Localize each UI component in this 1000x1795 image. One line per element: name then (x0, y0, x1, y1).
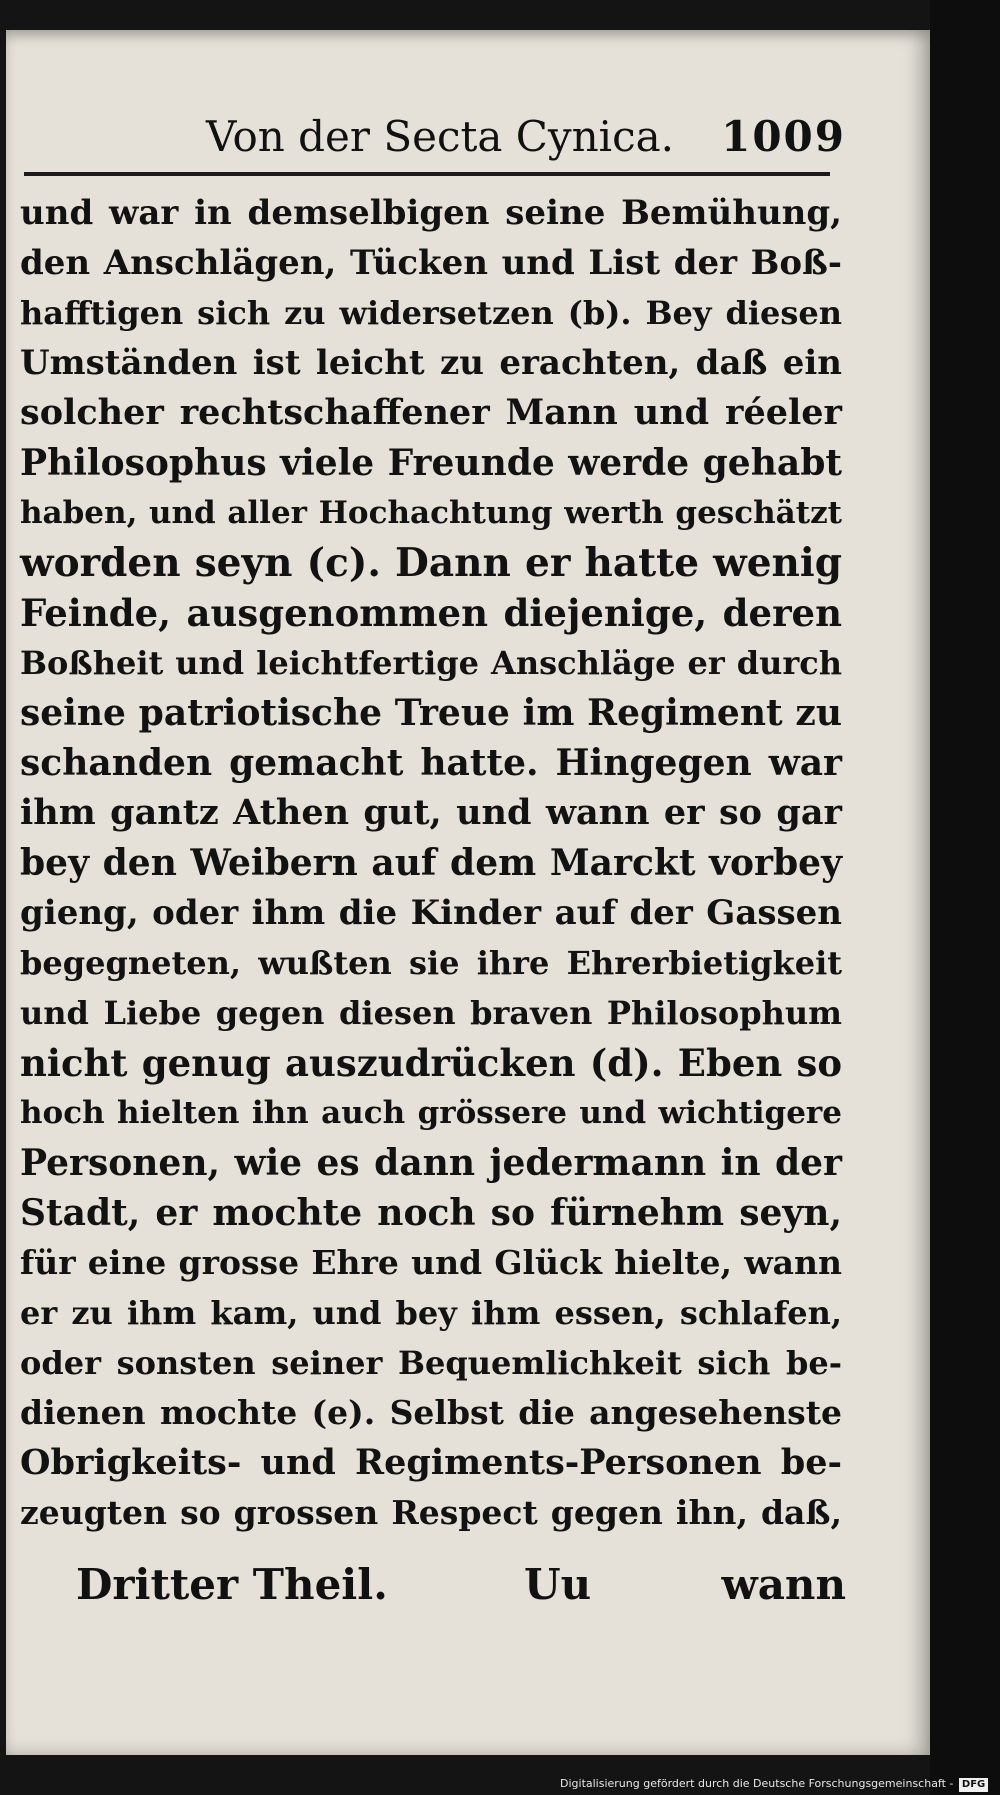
text-line: ihm gantz Athen gut, und wann er so gar (20, 792, 842, 833)
text-line: gieng, oder ihm die Kinder auf der Gassen (20, 893, 842, 933)
text-line: Umständen ist leicht zu erachten, daß ein (20, 343, 842, 383)
text-line: worden seyn (c). Dann er hatte wenig (20, 540, 842, 586)
text-line: hoch hielten ihn auch grössere und wichtigere (20, 1095, 842, 1131)
signature-mark: Uu (524, 1560, 592, 1609)
body-text (20, 188, 842, 1538)
signature-note: Dritter Theil. (76, 1560, 388, 1609)
text-line: schanden gemacht hatte. Hingegen war (20, 742, 842, 784)
running-header (196, 112, 846, 172)
text-line: nicht genug auszudrücken (d). Eben so (20, 1041, 842, 1085)
page-footer (76, 1560, 846, 1616)
text-line: oder sonsten seiner Bequemlichkeit sich be- (20, 1344, 842, 1382)
dfg-logo: DFG (959, 1778, 988, 1792)
text-line: bey den Weibern auf dem Marckt vorbey (20, 842, 842, 884)
text-line: und Liebe gegen diesen braven Philosophum (20, 994, 842, 1032)
running-title: Von der Secta Cynica. (206, 112, 675, 161)
header-rule (24, 172, 830, 176)
scan-background-edge (930, 0, 1000, 1795)
text-line: Personen, wie es dann jedermann in der (20, 1142, 842, 1184)
text-line: er zu ihm kam, und bey ihm essen, schlafen, (20, 1294, 842, 1332)
text-line: den Anschlägen, Tücken und List der Boß- (20, 243, 842, 283)
text-line: Obrigkeits- und Regiments-Personen be- (20, 1442, 842, 1483)
text-line: dienen mochte (e). Selbst die angesehenste (20, 1393, 842, 1432)
text-line: zeugten so grossen Respect gegen ihn, daß, (20, 1493, 842, 1532)
text-line: haben, und aller Hochachtung werth geschätzt (20, 495, 842, 531)
page-number: 1009 (721, 112, 846, 161)
text-line: solcher rechtschaffener Mann und réeler (20, 392, 842, 433)
book-page (6, 30, 930, 1755)
text-line: begegneten, wußten sie ihre Ehrerbietigkeit (20, 944, 842, 982)
catchword: wann (721, 1560, 846, 1609)
text-line: Philosophus viele Freunde werde gehabt (20, 442, 842, 484)
text-line: hafftigen sich zu widersetzen (b). Bey diesen (20, 294, 842, 332)
text-line: für eine grosse Ehre und Glück hielte, wann (20, 1243, 842, 1282)
digitization-credit (560, 1773, 1000, 1795)
text-line: Boßheit und leichtfertige Anschläge er durch (20, 644, 842, 682)
text-line: Stadt, er mochte noch so fürnehm seyn, (20, 1192, 842, 1234)
text-line: seine patriotische Treue im Regiment zu (20, 692, 842, 734)
credit-text: Digitalisierung gefördert durch die Deutsche Forschungsgemeinschaft - (560, 1777, 954, 1790)
text-line: und war in demselbigen seine Bemühung, (20, 193, 842, 233)
text-line: Feinde, ausgenommen diejenige, deren (20, 591, 842, 635)
